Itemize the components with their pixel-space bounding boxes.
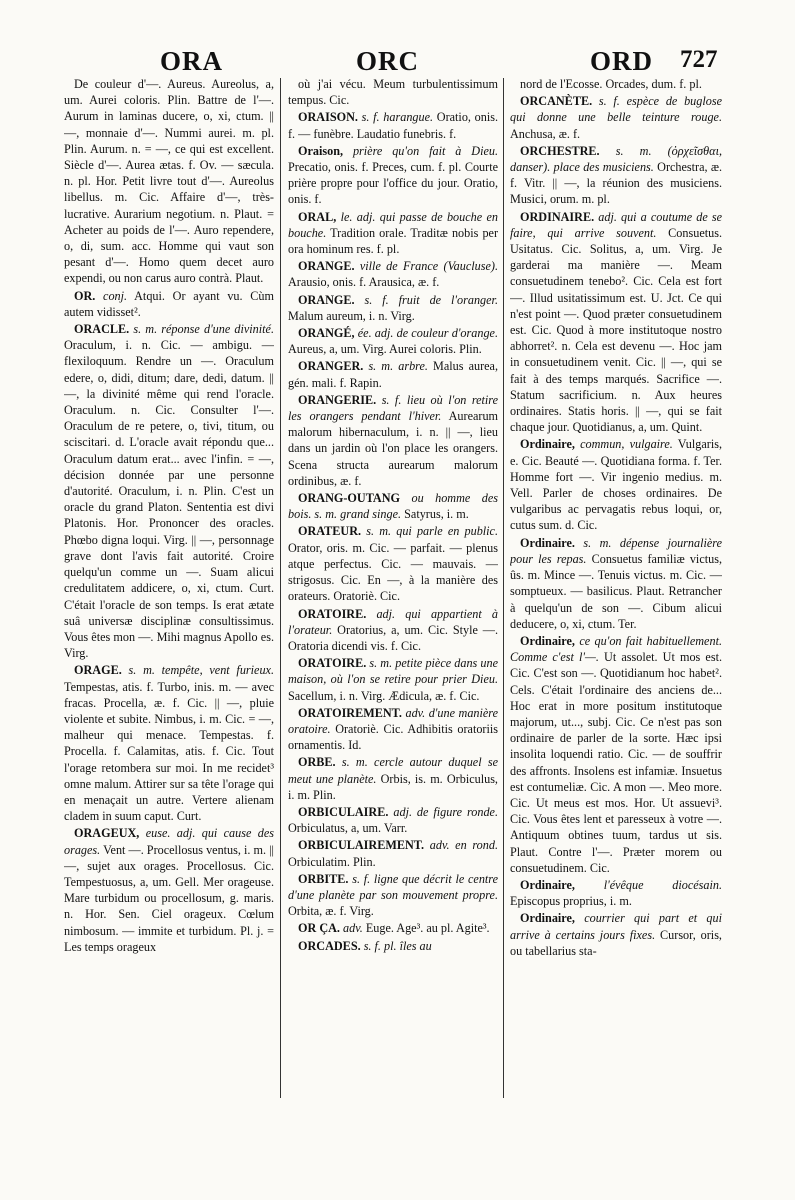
entry-definition: s. f. lieu où l'on retire les orangers pendant l'hiver. [288,392,498,424]
entry-text: où j'ai vécu. Meum turbulentissimum tempus. Cic. [288,77,498,108]
entry-definition: l'évêque diocésain. [603,877,722,892]
dictionary-entry [64,76,274,287]
dictionary-entry [510,209,722,436]
dictionary-entry [510,76,722,92]
entry-text: De couleur d'—. Aureus. Aureolus, a, um. Aurei coloris. Plin. Battre de l'—. Aurum in laminas ducere, o, xi, ctum. || —, monnaie d'—. Nummi aurei. m. pl. Plin. Aurum. n. = —, ce qui est excellent. Siècle d'—. Aurea ætas. f. Ov. — sæcula. n. pl. Hor. Petit livre tout d'—. Aureolus libellus. m. Cic. Affaire d'—, très-lucrative. Aurarium negotium. n. Plaut. = Acheter au poids de l'—. Auro rependere, o, di, sum. acc. Homme qui vaut son pesant d'—. Homo quem decet auro expendi, ou non carus auro contrà. Plaut. [64,77,274,286]
dictionary-entry [288,109,498,141]
entry-headword: ORANGER. [298,359,364,374]
entry-text: Oratorius, a, um. Cic. Style —. Oratoria dicendi vis. f. Cic. [288,622,498,653]
entry-headword: ORATOIRE. [298,606,367,621]
entry-definition: s. m. cercle autour duquel se meut une planète. [288,755,498,786]
dictionary-entry [288,754,498,803]
entry-text: Atqui. Or ayant vu. Cùm autem vidisset². [64,288,274,319]
entry-headword: Oraison, [298,143,344,158]
entry-headword: OR ÇA. [298,921,340,936]
dictionary-entry [288,804,498,836]
entry-text: Oratio, onis. f. — funèbre. Laudatio funebris. f. [288,110,498,141]
dictionary-entry [510,910,722,959]
dictionary-entry [288,920,498,936]
entry-text: Episcopus proprius, i. m. [510,894,632,909]
entry-definition: s. f. pl. îles au [363,938,432,953]
entry-text: nord de l'Ecosse. Orcades, dum. f. pl. [520,77,702,91]
header-right-headword: ORD [590,46,653,76]
entry-headword: ORATOIREMENT. [298,705,402,720]
entry-text: Vulgaris, e. Cic. Beauté —. Quotidiana forma. f. Ter. Homme fort —. Vir ingenio medius. m. Vell. Parler de choses ordinaires. De vulgaribus ac pervagatis rebus loqui, or, cutus sum. d. Cic. [510,437,722,533]
entry-text: Precatio, onis. f. Preces, cum. f. pl. Courte prière propre pour l'office du jour. Oratio, onis. f. [288,160,498,207]
entry-text: Oraculum, i. n. Cic. — ambigu. — flexiloquum. Rendre un —. Oraculum edere, o, didi, ditum; dare, dedi, datum. || —, la divinité même qui rend l'oracle. Oraculum. n. Cic. Consulter l'—. Oraculum de re petere, o, tivi, titum, ou sciscitari. d. L'oracle avait répondu que... Oraculum datum erat... avec l'infin. = —, décision donnée par une personne d'autorité. Oraculum, i. n. Plin. C'est un oracle du grand Platon. Sententia est divi Platonis. Hor. Prononcer des oracles. Phœbo digna loqui. Virg. || —, personnage grave dont l'avis fait autorité. Croire quelqu'un comme un —. Suam alicui credulitatem addicere, o, xi, ctum. Curt. C'était l'oracle de son temps. Is erat ætate suâ universæ disciplinæ consultissimus. Vous êtes mon —. Mihi magnus Apollo es. Virg. [64,338,274,661]
column-3 [510,76,722,1108]
dictionary-entry [288,292,498,324]
entry-text: Euge. Age³. au pl. Agite³. [365,921,490,936]
column-divider [280,78,281,1098]
column-1 [64,76,274,1108]
entry-text: Anchusa, æ. f. [510,126,581,141]
entry-text: Aureus, a, um. Virg. Aurei coloris. Plin. [288,342,482,357]
dictionary-entry [288,655,498,704]
dictionary-entry [510,436,722,533]
entry-definition: euse. adj. qui cause des orages. [64,826,274,857]
entry-definition: s. m. dépense journalière pour les repas. [510,535,722,566]
entry-definition: ville de France (Vaucluse). [359,259,498,274]
entry-definition: ce qu'on fait habituellement. Comme c'est l'—. [510,633,722,665]
dictionary-entry [288,143,498,208]
dictionary-entry [64,288,274,320]
entry-text: Tradition orale. Traditæ nobis per ora hominum res. f. pl. [288,225,498,257]
entry-text: Orbis, is. m. Orbiculus, i. m. Plin. [288,771,498,802]
entry-definition: le. adj. qui passe de bouche en bouche. [288,209,498,240]
entry-definition: s. f. fruit de l'oranger. [364,292,498,307]
entry-definition: conj. [103,288,128,303]
entry-headword: ORATEUR. [298,524,362,539]
entry-definition: adj. qui appartient à l'orateur. [288,606,498,637]
entry-definition: s. m. qui parle en public. [366,524,498,539]
entry-headword: ORATOIRE. [298,656,367,671]
entry-text: Orchestra, æ. f. Vitr. || —, la réunion des musiciens. Musici, orum. m. pl. [510,160,722,207]
page-header [0,46,795,80]
dictionary-entry [288,358,498,390]
entry-text: Orbiculatim. Plin. [288,854,376,869]
dictionary-entry [288,258,498,290]
entry-headword: ORBITE. [298,871,349,886]
dictionary-entry [510,143,722,208]
entry-headword: ORANGERIE. [298,392,377,407]
dictionary-entry [510,877,722,909]
entry-headword: ORANGÉ, [298,326,355,341]
entry-text: Cursor, oris, ou tabellarius sta- [510,927,722,958]
dictionary-entry [288,209,498,258]
entry-headword: Ordinaire, [520,633,575,648]
dictionary-entry [288,392,498,489]
entry-definition: adv. d'une manière oratoire. [288,705,498,736]
entry-definition: s. m. réponse d'une divinité. [133,322,274,337]
entry-headword: Ordinaire, [520,437,575,452]
entry-text: Oratoriè. Cic. Adhibitis oratoriis ornamentis. Id. [288,721,498,753]
dictionary-entry [288,871,498,920]
dictionary-entry [64,662,274,824]
entry-definition: s. m. tempête, vent furieux. [128,663,274,678]
dictionary-entry [288,490,498,522]
entry-definition: s. f. harangue. [361,110,434,125]
entry-headword: ORBICULAIRE. [298,804,389,819]
dictionary-entry [510,633,722,876]
entry-definition: adv. [343,921,363,936]
entry-text: Sacellum, i. n. Virg. Ædicula, æ. f. Cic. [288,688,480,703]
column-2 [288,76,498,1108]
entry-headword: Ordinaire, [520,911,575,926]
entry-headword: ORAL, [298,209,337,224]
entry-headword: ORCHESTRE. [520,143,600,158]
entry-text: Orator, oris. m. Cic. — parfait. — plenus atque perfectus. Cic. — mauvais. — strigosus. Cic. En —, à la manière des orateurs. Oratoriè. Cic. [288,540,498,604]
entry-text: Malus aurea, gén. mali. f. Rapin. [288,359,498,390]
dictionary-entry [288,938,498,954]
entry-text: Consuetus familiæ victus, ûs. m. Mince —. Tenuis victus. m. Cic. — somptueux. — basilicus. Plaut. Retrancher à quelqu'un de son —. Cibum alicui deducere, o, xi, ctum. Ter. [510,551,722,631]
entry-headword: ORDINAIRE. [520,209,595,224]
entry-definition: commun, vulgaire. [580,437,673,452]
entry-headword: ORANGE. [298,292,355,307]
dictionary-entry [288,705,498,754]
entry-definition: ou homme des bois. s. m. grand singe. [288,491,498,522]
dictionary-entry [64,321,274,661]
entry-headword: ORCADES. [298,938,361,953]
entry-headword: OR. [74,288,96,303]
entry-definition: s. m. petite pièce dans une maison, où l'on se retire pour prier Dieu. [288,656,498,687]
column-divider [503,78,504,1098]
entry-definition: ée. adj. de couleur d'orange. [357,326,498,341]
entry-headword: Ordinaire, [520,877,575,892]
dictionary-entry [288,76,498,108]
entry-text: Vent —. Procellosus ventus, i. m. || —, sujet aux orages. Procellosus. Cic. Tempestuosus, a, um. Gell. Mer orageuse. Mare turbidum ou procellosum, g. maris. n. Hor. Sen. Ciel orageux. Cœlum nimbosum. — immite et turbidum. Pl. j. = Les temps orageux [64,842,274,954]
dictionary-entry [288,606,498,655]
entry-text: Ut assolet. Ut mos est. Cic. C'est son —. Quotidianum hoc habet². Cels. C'était l'ordinaire des anciens de... Hoc erat in more positum institutoque majorum, ut..., subj. Cic. Ce n'est pas son ordinaire de parler de la sorte. Hæc ipsi insolita loquendi ratio. Cic. — de souffrir des affronts. Insolens est infamiæ. Insuetus est contumeliæ. Cic. A mon —. Meo more. Cic. Ut meus est mos. Hor. Ut assuevi³. Cic. Vous êtes lent et paresseux à votre —. Antiquum obtines tuum, tardus ut sis. Plaut. Contre l'—. Præter morem ou consuetudinem. Cic. [510,650,722,875]
dictionary-entry [510,93,722,142]
entry-text: Malum aureum, i. n. Virg. [288,308,415,323]
entry-text: Orbiculatus, a, um. Varr. [288,821,408,836]
entry-text: Orbita, æ. f. Virg. [288,904,374,919]
entry-definition: adj. de figure ronde. [393,804,498,819]
entry-headword: ORBICULAIREMENT. [298,838,425,853]
page-number: 727 [680,46,718,73]
header-left-headword: ORA [160,46,223,76]
entry-headword: ORANG-OUTANG [298,491,401,506]
entry-headword: Ordinaire. [520,535,575,550]
entry-definition: s. f. ligne que décrit le centre d'une planète par son mouvement propre. [288,871,498,902]
header-center-headword: ORC [356,46,419,76]
entry-headword: ORAISON. [298,110,358,125]
entry-headword: ORAGEUX, [74,826,140,841]
entry-definition: s. f. espèce de buglose qui donne une belle teinture rouge. [510,94,722,125]
entry-definition: s. m. arbre. [368,359,428,374]
dictionary-entry [510,535,722,632]
entry-text: Satyrus, i. m. [404,507,469,522]
entry-text: Tempestas, atis. f. Turbo, inis. m. — avec fracas. Procella, æ. f. Cic. || —, pluie violente et subite. Nimbus, i. m. Cic. = —, malheur qui menace. Tempestas. f. Procella. f. Calamitas, atis. f. Cic. Tout l'orage retombera sur moi. In me recidet³ omne malum. Attirer sur sa tête l'orage qui en menaçait un autre. Vertere alienam cladem in suum caput. Curt. [64,679,274,824]
dictionary-entry [288,325,498,357]
entry-definition: courrier qui part et qui arrive à certains jours fixes. [510,911,722,942]
entry-definition: s. m. (ὀρχεῖσθαι, danser). place des musiciens. [510,143,722,175]
entry-text: Arausio, onis. f. Arausica, æ. f. [288,275,440,290]
entry-headword: ORACLE. [74,322,130,337]
entry-headword: ORAGE. [74,663,122,678]
dictionary-entry [64,825,274,955]
dictionary-entry [288,837,498,869]
entry-headword: ORANGE. [298,259,355,274]
entry-definition: adv. en rond. [429,838,498,853]
entry-text: Aurearum malorum hibernaculum, i. n. || —, lieu dans un jardin où l'on place les orangers. Scena structa aurearum malorum ordinibus, æ. f. [288,409,498,488]
entry-definition: prière qu'on fait à Dieu. [352,143,498,158]
entry-definition: adj. qui a coutume de se faire, qui arrive souvent. [510,209,722,240]
entry-headword: ORCANÈTE. [520,94,593,109]
entry-headword: ORBE. [298,755,336,770]
dictionary-entry [288,523,498,604]
entry-text: Consuetus. Usitatus. Cic. Solitus, a, um. Virg. Je garderai ma manière —. Meam consuetudinem tenebo². Cic. Cela est fort —. Illud usitatissimum est. U. Jct. Ce qui n'est point —. Quod præter consuetudinem est. Cic. Quod à more institutoque nostro abhorret². n. Cela est devenu —. Hoc jam in consuetudinem venit. Cic. || —, qui se fait à des temps marqués. Sacrifice —. Statum sacrificium. n. Aux heures ordinaires. Statis horis. || —, qui se fait chaque jour. Quotidianus, a, um. Quint. [510,225,722,435]
